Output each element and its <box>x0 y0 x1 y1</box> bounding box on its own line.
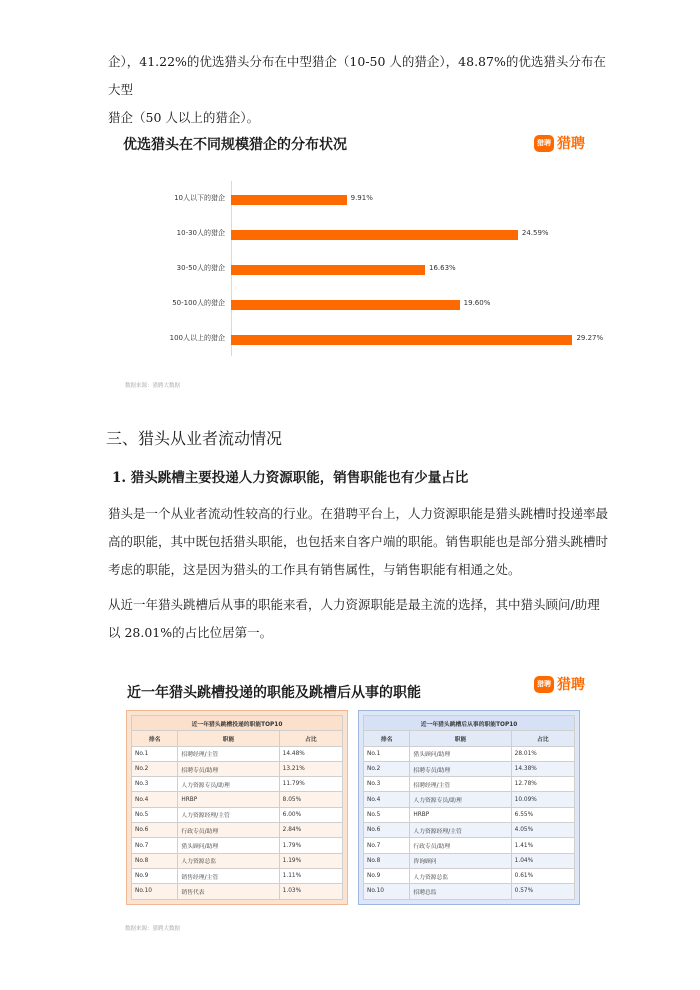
bar-value-label: 9.91% <box>350 194 373 202</box>
cell-rank: No.5 <box>364 807 410 822</box>
table-row <box>364 792 575 807</box>
liepin-logo <box>534 133 585 153</box>
table-row <box>132 823 343 838</box>
table-row <box>364 868 575 883</box>
bar-row <box>115 191 585 207</box>
cell-share: 6.00% <box>279 807 342 822</box>
left-table <box>131 715 343 900</box>
liepin-logo-text: 猎聘 <box>557 136 585 152</box>
right-table-frame <box>358 710 580 905</box>
table-row <box>364 746 575 761</box>
table-row <box>132 777 343 792</box>
intro-line-2: 猎企（50 人以上的猎企）。 <box>108 110 260 125</box>
left-table-body <box>132 746 343 899</box>
right-header-function: 职能 <box>410 731 511 746</box>
cell-function: 猎头顾问/助理 <box>410 746 511 761</box>
bar-category-label: 30-50人的猎企 <box>176 264 225 272</box>
table-row <box>364 807 575 822</box>
figure-distribution-chart <box>115 125 604 390</box>
cell-function: 人力资源专员/助理 <box>410 792 511 807</box>
cell-function: 人力资源经理/主管 <box>178 807 279 822</box>
cell-rank: No.3 <box>364 777 410 792</box>
cell-share: 1.41% <box>511 838 574 853</box>
cell-share: 1.11% <box>279 868 342 883</box>
section-heading: 三、猎头从业者流动情况 <box>106 429 283 448</box>
table-row <box>132 807 343 822</box>
cell-function: 招聘经理/主管 <box>178 746 279 761</box>
cell-function: 行政专员/助理 <box>178 823 279 838</box>
liepin-logo-icon: 猎聘 <box>534 135 554 152</box>
chart-source: 数据来源：猎聘大数据 <box>125 383 181 389</box>
cell-share: 8.05% <box>279 792 342 807</box>
cell-share: 2.84% <box>279 823 342 838</box>
section-paragraph-2 <box>108 591 608 647</box>
table-row <box>364 838 575 853</box>
bar-value-label: 16.63% <box>429 264 456 272</box>
para1-line-3: 考虑的职能，这是因为猎头的工作具有销售属性，与销售职能有相通之处。 <box>108 562 521 577</box>
bar <box>231 265 425 275</box>
cell-function: 人力资源总监 <box>178 853 279 868</box>
para2-line-2: 以 28.01%的占比位居第一。 <box>108 625 273 640</box>
cell-share: 10.09% <box>511 792 574 807</box>
left-header-share: 占比 <box>279 731 342 746</box>
cell-function: 招聘总监 <box>410 884 511 899</box>
cell-function: 招聘专员/助理 <box>178 761 279 776</box>
cell-rank: No.10 <box>132 884 178 899</box>
cell-function: 咨询顾问 <box>410 853 511 868</box>
table-row <box>132 746 343 761</box>
left-table-frame <box>126 710 348 905</box>
table-row <box>132 884 343 899</box>
para1-line-2: 高的职能，其中既包括猎头职能，也包括来自客户端的职能。销售职能也是部分猎头跳槽时 <box>108 534 609 549</box>
cell-share: 1.19% <box>279 853 342 868</box>
chart-title: 优选猎头在不同规模猎企的分布状况 <box>123 137 347 153</box>
cell-rank: No.9 <box>132 868 178 883</box>
cell-rank: No.10 <box>364 884 410 899</box>
cell-function: HRBP <box>178 792 279 807</box>
cell-rank: No.8 <box>364 853 410 868</box>
table-row <box>132 761 343 776</box>
cell-share: 1.03% <box>279 884 342 899</box>
cell-rank: No.8 <box>132 853 178 868</box>
cell-share: 0.61% <box>511 868 574 883</box>
bar-row <box>115 261 585 277</box>
cell-function: HRBP <box>410 807 511 822</box>
cell-rank: No.6 <box>132 823 178 838</box>
cell-rank: No.7 <box>132 838 178 853</box>
bar-row <box>115 296 585 312</box>
cell-share: 14.48% <box>279 746 342 761</box>
cell-function: 人力资源专员/助理 <box>178 777 279 792</box>
cell-function: 招聘专员/助理 <box>410 761 511 776</box>
table-row <box>364 853 575 868</box>
cell-function: 招聘经理/主管 <box>410 777 511 792</box>
cell-share: 0.57% <box>511 884 574 899</box>
cell-function: 人力资源经理/主管 <box>410 823 511 838</box>
intro-line-1: 企），41.22%的优选猎头分布在中型猎企（10-50 人的猎企），48.87%的优选猎头分布在大型 <box>108 54 606 97</box>
left-header-function: 职能 <box>178 731 279 746</box>
cell-rank: No.6 <box>364 823 410 838</box>
bar <box>231 195 347 205</box>
cell-rank: No.4 <box>132 792 178 807</box>
bar <box>231 335 572 345</box>
bar <box>231 230 518 240</box>
bar-value-label: 24.59% <box>521 229 549 237</box>
cell-function: 销售经理/主管 <box>178 868 279 883</box>
left-header-rank: 排名 <box>132 731 178 746</box>
cell-rank: No.5 <box>132 807 178 822</box>
para2-line-1: 从近一年猎头跳槽后从事的职能来看，人力资源职能是最主流的选择，其中猎头顾问/助理 <box>108 597 600 612</box>
cell-rank: No.2 <box>364 761 410 776</box>
bar-category-label: 10-30人的猎企 <box>176 229 225 237</box>
cell-share: 13.21% <box>279 761 342 776</box>
cell-rank: No.7 <box>364 838 410 853</box>
cell-share: 14.38% <box>511 761 574 776</box>
cell-rank: No.9 <box>364 868 410 883</box>
table-row <box>364 761 575 776</box>
table-row <box>132 792 343 807</box>
sub-heading: 1. 猎头跳槽主要投递人力资源职能，销售职能也有少量占比 <box>112 470 469 486</box>
intro-paragraph <box>108 48 608 132</box>
cell-share: 4.05% <box>511 823 574 838</box>
tables-title: 近一年猎头跳槽投递的职能及跳槽后从事的职能 <box>127 685 421 701</box>
liepin-logo-text: 猎聘 <box>557 677 585 693</box>
bar-category-label: 10人以下的猎企 <box>174 194 225 202</box>
bar-value-label: 19.60% <box>463 299 491 307</box>
cell-share: 12.78% <box>511 777 574 792</box>
figure-job-tables <box>115 668 595 943</box>
cell-share: 11.79% <box>279 777 342 792</box>
cell-share: 28.01% <box>511 746 574 761</box>
bar-category-label: 100人以上的猎企 <box>169 334 225 342</box>
para1-line-1: 猎头是一个从业者流动性较高的行业。在猎聘平台上，人力资源职能是猎头跳槽时投递率最 <box>108 506 609 521</box>
right-header-rank: 排名 <box>364 731 410 746</box>
cell-rank: No.1 <box>132 746 178 761</box>
liepin-logo-icon: 猎聘 <box>534 676 554 693</box>
table-row <box>132 853 343 868</box>
cell-function: 行政专员/助理 <box>410 838 511 853</box>
cell-rank: No.3 <box>132 777 178 792</box>
table-row <box>364 777 575 792</box>
bar-row <box>115 331 604 347</box>
table-row <box>364 884 575 899</box>
cell-share: 1.04% <box>511 853 574 868</box>
cell-share: 1.79% <box>279 838 342 853</box>
cell-rank: No.1 <box>364 746 410 761</box>
liepin-logo-2 <box>534 674 585 694</box>
tables-source: 数据来源：猎聘大数据 <box>125 926 181 932</box>
cell-rank: No.2 <box>132 761 178 776</box>
left-table-caption: 近一年猎头跳槽投递的职能TOP10 <box>132 716 343 731</box>
bar-value-label: 29.27% <box>576 334 604 342</box>
table-row <box>132 868 343 883</box>
table-row <box>132 838 343 853</box>
right-header-share: 占比 <box>511 731 574 746</box>
cell-share: 6.55% <box>511 807 574 822</box>
right-table-caption: 近一年猎头跳槽后从事的职能TOP10 <box>364 716 575 731</box>
bar <box>231 300 460 310</box>
cell-function: 人力资源总监 <box>410 868 511 883</box>
cell-function: 猎头顾问/助理 <box>178 838 279 853</box>
table-row <box>364 823 575 838</box>
bar-category-label: 50-100人的猎企 <box>172 299 225 307</box>
section-paragraph-1 <box>108 500 608 584</box>
right-table-body <box>364 746 575 899</box>
bar-row <box>115 226 585 242</box>
cell-rank: No.4 <box>364 792 410 807</box>
cell-function: 销售代表 <box>178 884 279 899</box>
right-table <box>363 715 575 900</box>
